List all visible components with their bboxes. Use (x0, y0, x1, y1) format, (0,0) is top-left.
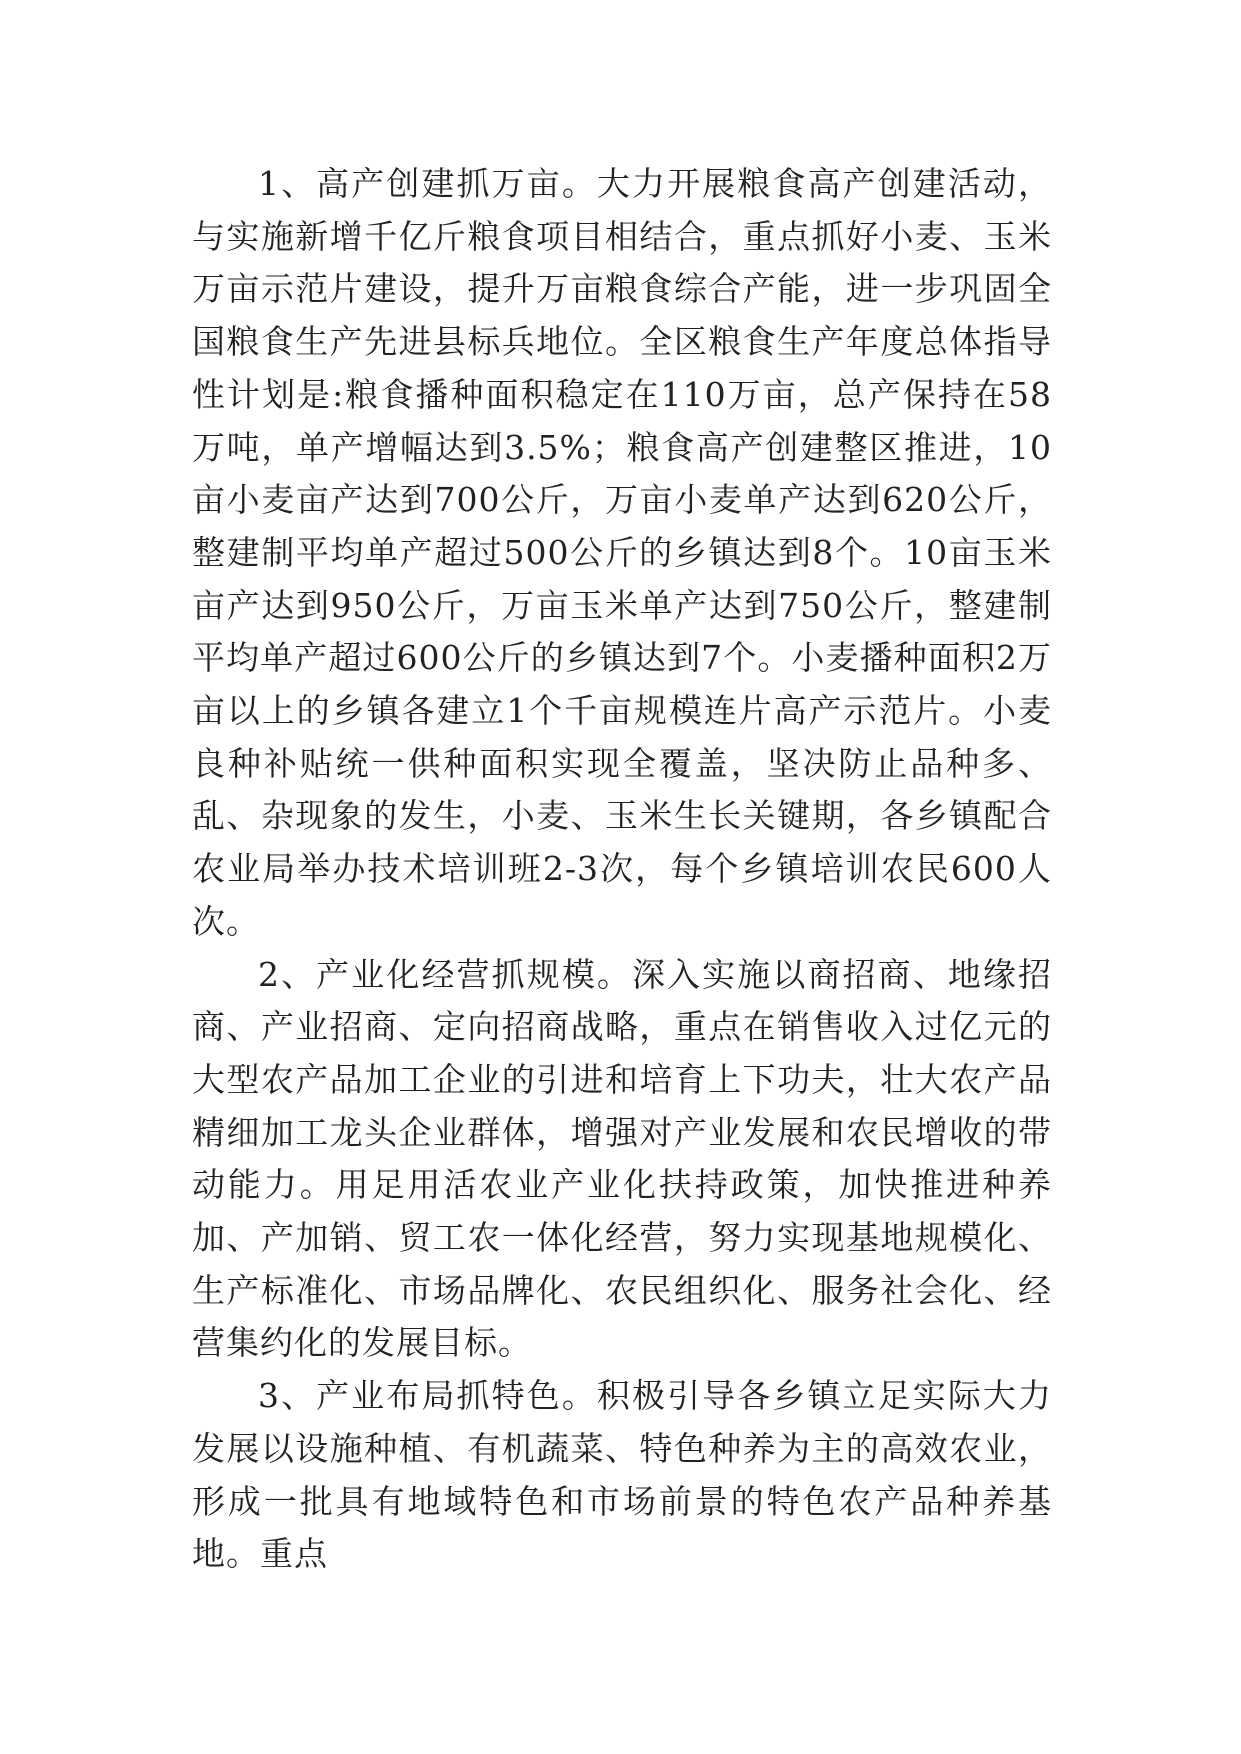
paragraph-industry-layout: 3、产业布局抓特色。积极引导各乡镇立足实际大力发展以设施种植、有机蔬菜、特色种养为主的高效农业，形成一批具有地域特色和市场前景的特色农产品种养基地。重点 (192, 1376, 1052, 1574)
paragraph-high-yield: 1、高产创建抓万亩。大力开展粮食高产创建活动，与实施新增千亿斤粮食项目相结合，重点抓好小麦、玉米万亩示范片建设，提升万亩粮食综合产能，进一步巩固全国粮食生产先进县标兵地位。全区粮食生产年度总体指导性计划是:粮食播种面积稳定在110万亩，总产保持在58万吨，单产增幅达到3.5%；粮食高产创建整区推进，10亩小麦亩产达到700公斤，万亩小麦单产达到620公斤，整建制平均单产超过500公斤的乡镇达到8个。10亩玉米亩产达到950公斤，万亩玉米单产达到750公斤，整建制平均单产超过600公斤的乡镇达到7个。小麦播种面积2万亩以上的乡镇各建立1个千亩规模连片高产示范片。小麦良种补贴统一供种面积实现全覆盖，坚决防止品种多、乱、杂现象的发生，小麦、玉米生长关键期，各乡镇配合农业局举办技术培训班2-3次，每个乡镇培训农民600人次。 (192, 164, 1052, 941)
paragraph-industrialization: 2、产业化经营抓规模。深入实施以商招商、地缘招商、产业招商、定向招商战略，重点在销售收入过亿元的大型农产品加工企业的引进和培育上下功夫，壮大农产品精细加工龙头企业群体，增强对产业发展和农民增收的带动能力。用足用活农业产业化扶持政策，加快推进种养加、产加销、贸工农一体化经营，努力实现基地规模化、生产标准化、市场品牌化、农民组织化、服务社会化、经营集约化的发展目标。 (192, 954, 1052, 1363)
document-body (192, 158, 1052, 1581)
